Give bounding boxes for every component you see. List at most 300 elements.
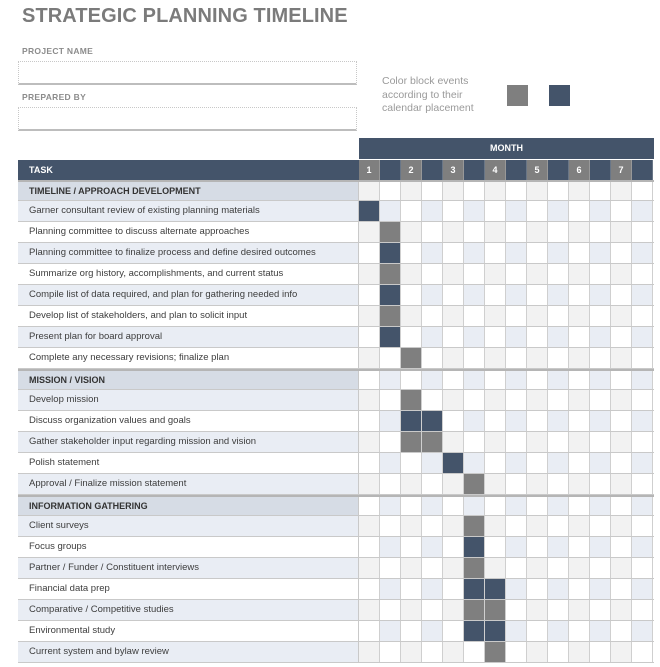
timeline-cell[interactable] [485, 390, 506, 410]
task-label[interactable]: Summarize org history, accomplishments, and current status [18, 264, 359, 284]
timeline-cell[interactable] [464, 285, 485, 305]
timeline-cell[interactable] [590, 243, 611, 263]
timeline-cell[interactable] [548, 453, 569, 473]
timeline-cell[interactable] [506, 579, 527, 599]
timeline-cell[interactable] [611, 621, 632, 641]
timeline-cell[interactable] [359, 558, 380, 578]
timeline-cell[interactable] [359, 222, 380, 242]
timeline-cell[interactable] [548, 285, 569, 305]
timeline-cell[interactable] [464, 453, 485, 473]
task-label[interactable]: Approval / Finalize mission statement [18, 474, 359, 494]
timeline-cell[interactable] [485, 285, 506, 305]
timeline-cell[interactable] [422, 306, 443, 326]
timeline-cell[interactable] [443, 411, 464, 431]
timeline-cell[interactable] [632, 222, 653, 242]
timeline-cell[interactable] [485, 327, 506, 347]
timeline-cell[interactable] [443, 621, 464, 641]
timeline-cell[interactable] [527, 390, 548, 410]
timeline-cell[interactable] [380, 432, 401, 452]
timeline-cell[interactable] [632, 285, 653, 305]
timeline-cell[interactable] [422, 621, 443, 641]
timeline-cell[interactable] [506, 497, 527, 515]
timeline-cell[interactable] [380, 182, 401, 200]
timeline-cell[interactable] [590, 285, 611, 305]
timeline-cell[interactable] [569, 371, 590, 389]
timeline-cell[interactable] [422, 371, 443, 389]
timeline-cell[interactable] [464, 182, 485, 200]
timeline-cell[interactable] [380, 371, 401, 389]
timeline-cell[interactable] [548, 432, 569, 452]
timeline-cell[interactable] [506, 390, 527, 410]
timeline-cell[interactable] [422, 516, 443, 536]
timeline-block[interactable] [464, 474, 485, 494]
timeline-cell[interactable] [611, 516, 632, 536]
timeline-cell[interactable] [632, 243, 653, 263]
timeline-cell[interactable] [380, 411, 401, 431]
timeline-cell[interactable] [380, 201, 401, 221]
timeline-cell[interactable] [464, 306, 485, 326]
timeline-block[interactable] [464, 558, 485, 578]
timeline-cell[interactable] [401, 264, 422, 284]
timeline-cell[interactable] [569, 516, 590, 536]
timeline-cell[interactable] [632, 411, 653, 431]
timeline-block[interactable] [401, 411, 422, 431]
timeline-cell[interactable] [464, 222, 485, 242]
timeline-cell[interactable] [380, 621, 401, 641]
timeline-cell[interactable] [548, 411, 569, 431]
timeline-cell[interactable] [548, 497, 569, 515]
timeline-cell[interactable] [548, 390, 569, 410]
timeline-block[interactable] [380, 306, 401, 326]
timeline-cell[interactable] [527, 411, 548, 431]
timeline-cell[interactable] [464, 371, 485, 389]
timeline-cell[interactable] [569, 285, 590, 305]
timeline-cell[interactable] [506, 621, 527, 641]
timeline-cell[interactable] [527, 600, 548, 620]
timeline-cell[interactable] [569, 348, 590, 368]
timeline-cell[interactable] [401, 497, 422, 515]
task-label[interactable]: Compile list of data required, and plan for gathering needed info [18, 285, 359, 305]
timeline-cell[interactable] [464, 390, 485, 410]
timeline-cell[interactable] [506, 182, 527, 200]
timeline-cell[interactable] [443, 348, 464, 368]
timeline-cell[interactable] [359, 474, 380, 494]
timeline-cell[interactable] [611, 432, 632, 452]
timeline-cell[interactable] [611, 537, 632, 557]
timeline-cell[interactable] [569, 327, 590, 347]
timeline-cell[interactable] [632, 327, 653, 347]
timeline-cell[interactable] [590, 390, 611, 410]
timeline-cell[interactable] [506, 348, 527, 368]
timeline-cell[interactable] [611, 497, 632, 515]
task-label[interactable]: Comparative / Competitive studies [18, 600, 359, 620]
timeline-cell[interactable] [569, 306, 590, 326]
timeline-cell[interactable] [443, 243, 464, 263]
timeline-cell[interactable] [611, 371, 632, 389]
timeline-cell[interactable] [485, 411, 506, 431]
timeline-cell[interactable] [359, 390, 380, 410]
timeline-cell[interactable] [569, 474, 590, 494]
timeline-cell[interactable] [506, 558, 527, 578]
timeline-cell[interactable] [422, 579, 443, 599]
timeline-cell[interactable] [422, 201, 443, 221]
timeline-cell[interactable] [590, 600, 611, 620]
timeline-cell[interactable] [548, 327, 569, 347]
timeline-cell[interactable] [632, 390, 653, 410]
timeline-cell[interactable] [443, 264, 464, 284]
timeline-cell[interactable] [485, 371, 506, 389]
timeline-cell[interactable] [401, 222, 422, 242]
timeline-cell[interactable] [359, 642, 380, 662]
timeline-block[interactable] [464, 579, 485, 599]
timeline-cell[interactable] [464, 497, 485, 515]
timeline-cell[interactable] [590, 348, 611, 368]
timeline-cell[interactable] [485, 182, 506, 200]
timeline-block[interactable] [401, 390, 422, 410]
timeline-cell[interactable] [548, 348, 569, 368]
timeline-cell[interactable] [380, 453, 401, 473]
timeline-cell[interactable] [485, 516, 506, 536]
timeline-cell[interactable] [632, 264, 653, 284]
timeline-cell[interactable] [548, 621, 569, 641]
timeline-cell[interactable] [569, 558, 590, 578]
timeline-cell[interactable] [380, 474, 401, 494]
timeline-cell[interactable] [632, 182, 653, 200]
timeline-cell[interactable] [611, 453, 632, 473]
timeline-cell[interactable] [569, 497, 590, 515]
timeline-cell[interactable] [506, 453, 527, 473]
timeline-cell[interactable] [632, 579, 653, 599]
timeline-cell[interactable] [611, 390, 632, 410]
task-label[interactable]: Environmental study [18, 621, 359, 641]
timeline-cell[interactable] [422, 327, 443, 347]
timeline-cell[interactable] [569, 600, 590, 620]
timeline-block[interactable] [422, 411, 443, 431]
timeline-cell[interactable] [527, 182, 548, 200]
timeline-cell[interactable] [401, 243, 422, 263]
timeline-cell[interactable] [527, 642, 548, 662]
timeline-cell[interactable] [443, 327, 464, 347]
timeline-cell[interactable] [506, 516, 527, 536]
timeline-block[interactable] [380, 264, 401, 284]
timeline-cell[interactable] [464, 411, 485, 431]
timeline-block[interactable] [464, 600, 485, 620]
timeline-cell[interactable] [611, 327, 632, 347]
timeline-cell[interactable] [359, 600, 380, 620]
timeline-cell[interactable] [422, 453, 443, 473]
timeline-cell[interactable] [443, 497, 464, 515]
timeline-cell[interactable] [611, 558, 632, 578]
timeline-cell[interactable] [548, 516, 569, 536]
timeline-cell[interactable] [611, 285, 632, 305]
timeline-cell[interactable] [506, 285, 527, 305]
timeline-cell[interactable] [632, 537, 653, 557]
task-label[interactable]: Partner / Funder / Constituent interviews [18, 558, 359, 578]
timeline-cell[interactable] [527, 371, 548, 389]
timeline-cell[interactable] [422, 497, 443, 515]
timeline-cell[interactable] [380, 579, 401, 599]
timeline-block[interactable] [422, 432, 443, 452]
timeline-cell[interactable] [359, 264, 380, 284]
timeline-cell[interactable] [401, 327, 422, 347]
timeline-cell[interactable] [590, 327, 611, 347]
timeline-cell[interactable] [422, 390, 443, 410]
timeline-cell[interactable] [485, 558, 506, 578]
timeline-cell[interactable] [548, 243, 569, 263]
timeline-cell[interactable] [506, 243, 527, 263]
timeline-cell[interactable] [380, 642, 401, 662]
timeline-cell[interactable] [380, 390, 401, 410]
timeline-cell[interactable] [506, 474, 527, 494]
timeline-cell[interactable] [569, 411, 590, 431]
task-label[interactable]: Current system and bylaw review [18, 642, 359, 662]
timeline-cell[interactable] [611, 579, 632, 599]
timeline-cell[interactable] [527, 243, 548, 263]
timeline-cell[interactable] [506, 201, 527, 221]
timeline-cell[interactable] [548, 222, 569, 242]
timeline-cell[interactable] [485, 222, 506, 242]
timeline-cell[interactable] [611, 600, 632, 620]
timeline-cell[interactable] [422, 600, 443, 620]
timeline-cell[interactable] [590, 411, 611, 431]
timeline-cell[interactable] [422, 182, 443, 200]
timeline-cell[interactable] [359, 411, 380, 431]
timeline-cell[interactable] [548, 537, 569, 557]
timeline-block[interactable] [485, 600, 506, 620]
timeline-cell[interactable] [548, 600, 569, 620]
timeline-cell[interactable] [590, 621, 611, 641]
timeline-cell[interactable] [464, 201, 485, 221]
timeline-cell[interactable] [506, 432, 527, 452]
timeline-cell[interactable] [632, 600, 653, 620]
timeline-cell[interactable] [422, 348, 443, 368]
timeline-block[interactable] [380, 285, 401, 305]
timeline-block[interactable] [464, 516, 485, 536]
timeline-cell[interactable] [611, 306, 632, 326]
timeline-cell[interactable] [548, 201, 569, 221]
timeline-cell[interactable] [422, 222, 443, 242]
timeline-cell[interactable] [548, 182, 569, 200]
timeline-cell[interactable] [527, 474, 548, 494]
timeline-cell[interactable] [401, 600, 422, 620]
timeline-cell[interactable] [527, 621, 548, 641]
timeline-cell[interactable] [401, 621, 422, 641]
timeline-cell[interactable] [548, 306, 569, 326]
timeline-cell[interactable] [569, 642, 590, 662]
timeline-cell[interactable] [548, 371, 569, 389]
timeline-cell[interactable] [401, 516, 422, 536]
task-label[interactable]: Develop mission [18, 390, 359, 410]
timeline-block[interactable] [443, 453, 464, 473]
timeline-cell[interactable] [569, 579, 590, 599]
timeline-cell[interactable] [443, 182, 464, 200]
project-name-field[interactable] [18, 61, 357, 85]
task-label[interactable]: Complete any necessary revisions; finalize plan [18, 348, 359, 368]
timeline-cell[interactable] [359, 516, 380, 536]
timeline-cell[interactable] [359, 348, 380, 368]
timeline-cell[interactable] [401, 642, 422, 662]
timeline-cell[interactable] [464, 243, 485, 263]
timeline-cell[interactable] [569, 182, 590, 200]
timeline-cell[interactable] [569, 432, 590, 452]
timeline-cell[interactable] [590, 642, 611, 662]
timeline-cell[interactable] [401, 201, 422, 221]
timeline-cell[interactable] [632, 371, 653, 389]
timeline-block[interactable] [380, 222, 401, 242]
timeline-cell[interactable] [527, 285, 548, 305]
timeline-cell[interactable] [506, 327, 527, 347]
timeline-cell[interactable] [611, 642, 632, 662]
timeline-cell[interactable] [443, 306, 464, 326]
timeline-cell[interactable] [443, 537, 464, 557]
timeline-cell[interactable] [380, 516, 401, 536]
task-label[interactable]: Present plan for board approval [18, 327, 359, 347]
timeline-cell[interactable] [506, 642, 527, 662]
timeline-cell[interactable] [485, 537, 506, 557]
timeline-cell[interactable] [443, 390, 464, 410]
task-label[interactable]: Financial data prep [18, 579, 359, 599]
timeline-cell[interactable] [527, 497, 548, 515]
timeline-cell[interactable] [569, 390, 590, 410]
timeline-cell[interactable] [590, 453, 611, 473]
timeline-cell[interactable] [359, 432, 380, 452]
timeline-cell[interactable] [443, 558, 464, 578]
timeline-cell[interactable] [590, 558, 611, 578]
timeline-cell[interactable] [443, 516, 464, 536]
timeline-cell[interactable] [611, 182, 632, 200]
timeline-cell[interactable] [632, 201, 653, 221]
timeline-cell[interactable] [422, 243, 443, 263]
task-label[interactable]: Client surveys [18, 516, 359, 536]
timeline-cell[interactable] [401, 558, 422, 578]
timeline-cell[interactable] [527, 432, 548, 452]
timeline-cell[interactable] [380, 600, 401, 620]
timeline-cell[interactable] [611, 348, 632, 368]
timeline-cell[interactable] [485, 243, 506, 263]
timeline-cell[interactable] [590, 474, 611, 494]
timeline-cell[interactable] [464, 327, 485, 347]
timeline-cell[interactable] [464, 642, 485, 662]
timeline-cell[interactable] [464, 348, 485, 368]
timeline-cell[interactable] [359, 453, 380, 473]
timeline-cell[interactable] [527, 579, 548, 599]
timeline-cell[interactable] [548, 579, 569, 599]
timeline-cell[interactable] [506, 222, 527, 242]
timeline-cell[interactable] [527, 306, 548, 326]
timeline-cell[interactable] [632, 558, 653, 578]
timeline-cell[interactable] [401, 306, 422, 326]
timeline-cell[interactable] [527, 264, 548, 284]
timeline-cell[interactable] [569, 201, 590, 221]
timeline-cell[interactable] [527, 558, 548, 578]
timeline-cell[interactable] [359, 243, 380, 263]
timeline-cell[interactable] [485, 474, 506, 494]
timeline-cell[interactable] [422, 474, 443, 494]
timeline-cell[interactable] [401, 537, 422, 557]
timeline-cell[interactable] [401, 579, 422, 599]
timeline-cell[interactable] [590, 201, 611, 221]
timeline-cell[interactable] [401, 453, 422, 473]
timeline-cell[interactable] [548, 642, 569, 662]
timeline-cell[interactable] [359, 579, 380, 599]
task-label[interactable]: Polish statement [18, 453, 359, 473]
task-label[interactable]: Discuss organization values and goals [18, 411, 359, 431]
timeline-cell[interactable] [632, 474, 653, 494]
timeline-cell[interactable] [380, 497, 401, 515]
timeline-cell[interactable] [548, 264, 569, 284]
timeline-cell[interactable] [590, 182, 611, 200]
timeline-cell[interactable] [443, 432, 464, 452]
timeline-cell[interactable] [527, 222, 548, 242]
timeline-cell[interactable] [359, 182, 380, 200]
task-label[interactable]: Develop list of stakeholders, and plan to solicit input [18, 306, 359, 326]
timeline-cell[interactable] [611, 264, 632, 284]
timeline-block[interactable] [485, 621, 506, 641]
timeline-block[interactable] [380, 327, 401, 347]
timeline-cell[interactable] [632, 432, 653, 452]
timeline-cell[interactable] [422, 537, 443, 557]
timeline-block[interactable] [464, 621, 485, 641]
timeline-cell[interactable] [485, 432, 506, 452]
timeline-cell[interactable] [527, 453, 548, 473]
timeline-cell[interactable] [632, 497, 653, 515]
task-label[interactable]: Garner consultant review of existing planning materials [18, 201, 359, 221]
timeline-cell[interactable] [401, 371, 422, 389]
timeline-block[interactable] [485, 579, 506, 599]
task-label[interactable]: Planning committee to discuss alternate approaches [18, 222, 359, 242]
timeline-cell[interactable] [632, 621, 653, 641]
timeline-cell[interactable] [359, 327, 380, 347]
timeline-cell[interactable] [464, 432, 485, 452]
timeline-cell[interactable] [380, 558, 401, 578]
timeline-cell[interactable] [485, 348, 506, 368]
timeline-cell[interactable] [380, 537, 401, 557]
timeline-cell[interactable] [359, 285, 380, 305]
timeline-cell[interactable] [548, 474, 569, 494]
timeline-cell[interactable] [464, 264, 485, 284]
timeline-cell[interactable] [443, 201, 464, 221]
timeline-cell[interactable] [569, 264, 590, 284]
timeline-cell[interactable] [359, 497, 380, 515]
timeline-cell[interactable] [611, 201, 632, 221]
timeline-cell[interactable] [569, 453, 590, 473]
timeline-block[interactable] [380, 243, 401, 263]
timeline-cell[interactable] [590, 537, 611, 557]
timeline-cell[interactable] [422, 558, 443, 578]
timeline-cell[interactable] [590, 371, 611, 389]
timeline-cell[interactable] [359, 537, 380, 557]
timeline-cell[interactable] [485, 453, 506, 473]
timeline-cell[interactable] [401, 285, 422, 305]
timeline-block[interactable] [401, 348, 422, 368]
timeline-cell[interactable] [569, 621, 590, 641]
timeline-cell[interactable] [527, 201, 548, 221]
task-label[interactable]: Planning committee to finalize process and define desired outcomes [18, 243, 359, 263]
timeline-cell[interactable] [506, 371, 527, 389]
timeline-cell[interactable] [506, 600, 527, 620]
timeline-cell[interactable] [443, 579, 464, 599]
timeline-cell[interactable] [590, 264, 611, 284]
timeline-cell[interactable] [485, 306, 506, 326]
timeline-cell[interactable] [611, 243, 632, 263]
timeline-cell[interactable] [443, 642, 464, 662]
timeline-cell[interactable] [359, 621, 380, 641]
timeline-cell[interactable] [569, 222, 590, 242]
timeline-cell[interactable] [611, 474, 632, 494]
timeline-cell[interactable] [527, 327, 548, 347]
timeline-cell[interactable] [569, 243, 590, 263]
timeline-cell[interactable] [485, 201, 506, 221]
